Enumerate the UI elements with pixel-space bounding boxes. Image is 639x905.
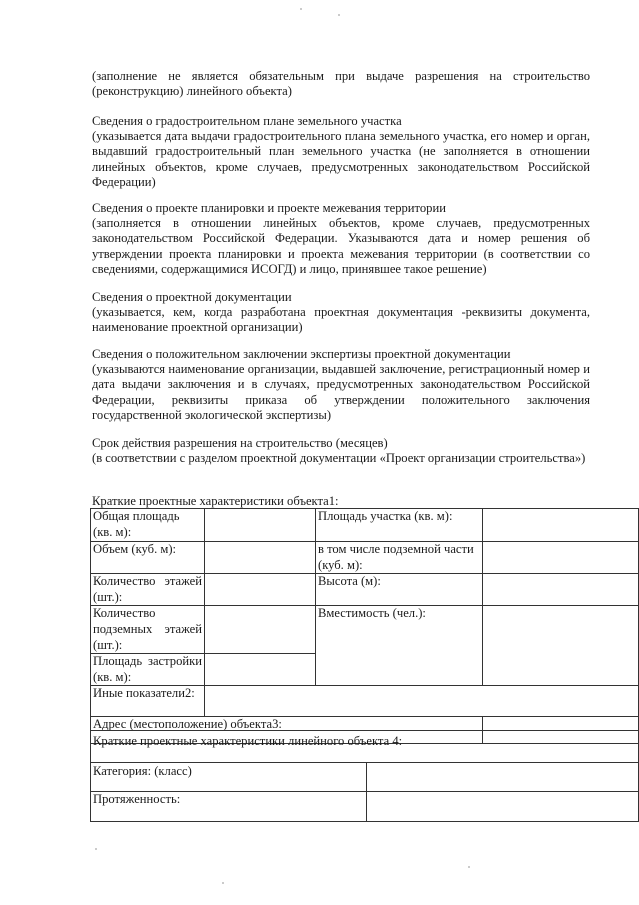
section-planning-project: [92, 201, 590, 277]
building-area-value[interactable]: [205, 654, 316, 686]
address-label: Адрес (местоположение) объекта3:: [91, 717, 483, 744]
building-area-label: Площадь застройки (кв. м):: [91, 654, 205, 686]
floors-label: Количество этажей (шт.):: [91, 574, 205, 606]
section-permit-term: [92, 436, 590, 466]
table-row: [91, 542, 639, 574]
site-area-value[interactable]: [483, 509, 639, 542]
section-project-docs: [92, 290, 590, 336]
other-indicators-label: Иные показатели2:: [91, 686, 205, 717]
table-row: [91, 792, 639, 822]
scan-speck: [468, 866, 470, 868]
scan-speck: [222, 882, 224, 884]
capacity-label: Вместимость (чел.):: [316, 606, 483, 686]
table-row: [91, 574, 639, 606]
volume-value[interactable]: [205, 542, 316, 574]
area-value[interactable]: [205, 509, 316, 542]
linear-object-table: [90, 730, 639, 822]
section-note: (заполняется в отношении линейных объектов, кроме случаев, предусмотренных законодательством Российской Федерации. Указываются дата и номер решения об утверждении проекта планировки и проекта межевания территории (в соответствии со сведениями, содержащимися ИСОГД) и лицо, принявшее такое решение): [92, 216, 590, 276]
table-row: [91, 606, 639, 654]
capacity-value[interactable]: [483, 606, 639, 686]
section-title: Сведения о положительном заключении экспертизы проектной документации: [92, 347, 511, 361]
area-label: Общая площадь (кв. м):: [91, 509, 205, 542]
underground-volume-value[interactable]: [483, 542, 639, 574]
height-value[interactable]: [483, 574, 639, 606]
underground-volume-label: в том числе подземной части (куб. м):: [316, 542, 483, 574]
underground-floors-value[interactable]: [205, 606, 316, 654]
scan-speck: [338, 14, 340, 16]
section-title: Сведения о проекте планировки и проекте межевания территории: [92, 201, 446, 215]
table-caption: Краткие проектные характеристики объекта1:: [92, 494, 339, 508]
table-row: [91, 731, 639, 763]
table-row: [91, 763, 639, 792]
section-title: Сведения о проектной документации: [92, 290, 292, 304]
section-note: (указываются наименование организации, выдавшей заключение, регистрационный номер и дата выдачи заключения и в случаях, предусмотренных законодательством Российской Федерации, реквизиты приказа об утверждении положительного заключения государственной экологической экспертизы): [92, 362, 590, 422]
section-title: Сведения о градостроительном плане земельного участка: [92, 114, 402, 128]
characteristics-table: [90, 508, 639, 744]
other-indicators-value[interactable]: [205, 686, 639, 717]
section-expertise: [92, 347, 590, 423]
table-row: [91, 686, 639, 717]
intro-note: (заполнение не является обязательным при выдаче разрешения на строительство (реконструкцию) линейного объекта): [92, 69, 590, 99]
table-row: [91, 509, 639, 542]
section-note: (указывается, кем, когда разработана проектная документация -реквизиты документа, наименование проектной организации): [92, 305, 590, 335]
scan-speck: [300, 8, 302, 10]
length-label: Протяженность:: [91, 792, 367, 822]
volume-label: Объем (куб. м):: [91, 542, 205, 574]
linear-caption: Краткие проектные характеристики линейного объекта 4:: [91, 731, 639, 763]
floors-value[interactable]: [205, 574, 316, 606]
section-title: Срок действия разрешения на строительство (месяцев): [92, 436, 388, 450]
length-value[interactable]: [367, 792, 639, 822]
category-value[interactable]: [367, 763, 639, 792]
section-note: (указывается дата выдачи градостроительного плана земельного участка, его номер и орган, выдавший градостроительный план земельного участка (не заполняется в отношении линейных объектов, кроме случаев, предусмотренных законодательством Российской Федерации): [92, 129, 590, 189]
underground-floors-label: Количество подземных этажей (шт.):: [91, 606, 205, 654]
scan-speck: [95, 848, 97, 850]
category-label: Категория: (класс): [91, 763, 367, 792]
section-grad-plan: [92, 114, 590, 190]
site-area-label: Площадь участка (кв. м):: [316, 509, 483, 542]
height-label: Высота (м):: [316, 574, 483, 606]
section-note: (в соответствии с разделом проектной документации «Проект организации строительства»): [92, 451, 586, 466]
